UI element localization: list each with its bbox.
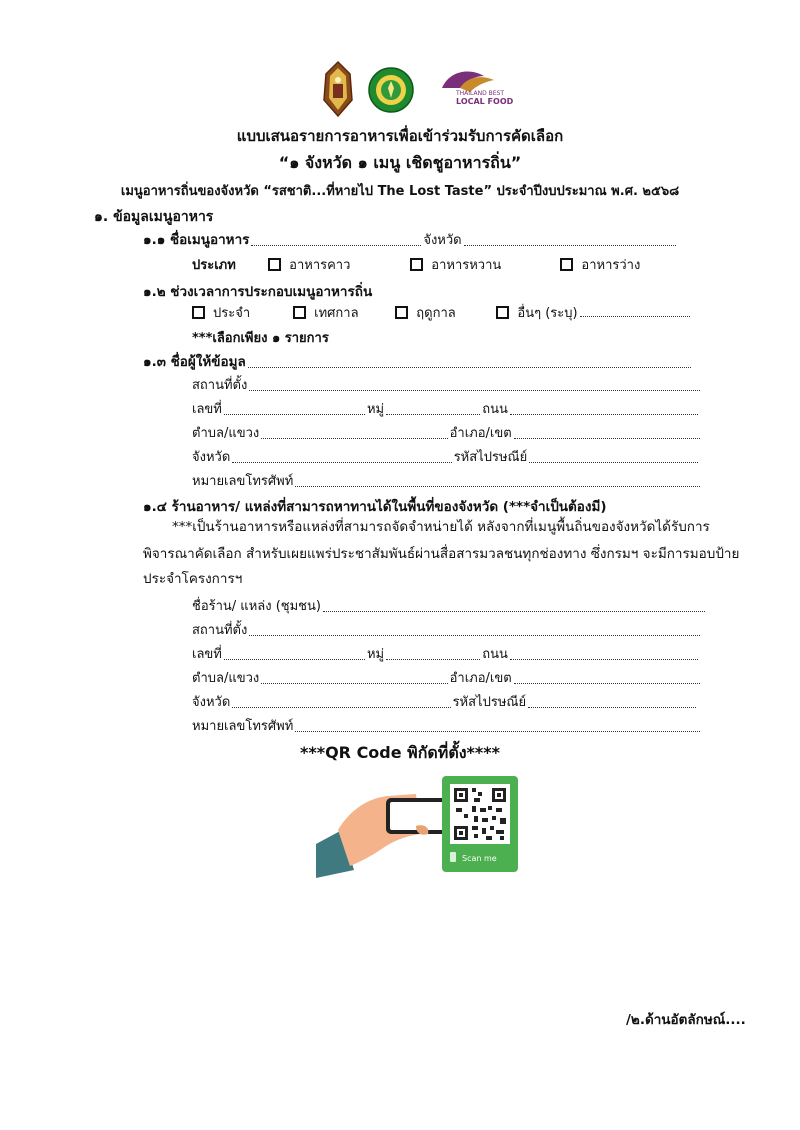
logo-thailand-best-local-food [436,66,514,108]
shop-address-row [192,619,702,640]
timing-option-festival-label: เทศกาล [314,306,359,321]
shop-name-field[interactable] [323,610,705,612]
shop-moo-field[interactable] [386,658,480,660]
informant-moo-field[interactable] [386,413,480,415]
type-option-savory[interactable] [268,254,406,275]
timing-option-regular-label: ประจำ [213,306,251,321]
informant-province-field[interactable] [232,461,451,463]
informant-postcode-label: รหัสไปรษณีย์ [453,450,528,465]
logo-department [368,66,414,114]
qr-illustration [316,774,520,878]
menu-province-field[interactable] [464,244,676,246]
qr-heading: ***QR Code พิกัดที่ตั้ง**** [299,743,501,762]
informant-field[interactable] [248,366,691,368]
shop-name-label: ชื่อร้าน/ แหล่ง (ชุมชน) [192,599,321,614]
shop-postcode-label: รหัสไปรษณีย์ [452,695,527,710]
timing-option-season[interactable] [395,302,492,323]
menu-province-label: จังหวัด [423,233,462,248]
timing-other-field[interactable] [580,306,690,317]
type-option-snack[interactable] [560,258,640,273]
informant-postcode-field[interactable] [529,461,698,463]
type-option-sweet-label: อาหารหวาน [431,258,502,273]
title-line3: เมนูอาหารถิ่นของจังหวัด “รสชาติ...ที่หายไป The Lost Taste” ประจำปีงบประมาณ พ.ศ. ๒๕๖๘ [120,184,680,199]
informant-district-field[interactable] [514,437,700,439]
shop-subdistrict-field[interactable] [261,682,447,684]
checkbox-icon [560,258,573,271]
shop-phone-field[interactable] [295,730,700,732]
type-option-sweet[interactable] [410,254,556,275]
informant-phone-field[interactable] [295,485,700,487]
shop-address-field[interactable] [249,634,700,636]
shop-note-line3: ประจำโครงการฯ [143,571,243,587]
informant-district-label: อำเภอ/เขต [449,426,512,441]
shop-subdistrict-label: ตำบล/แขวง [192,671,260,686]
informant-province-row [192,446,700,467]
timing-option-festival[interactable] [293,302,391,323]
informant-row [143,350,693,372]
informant-number-row [192,398,700,419]
shop-section-label: ๑.๔ ร้านอาหาร/ แหล่งที่สามารถหาทานได้ในพื้นที่ของจังหวัด (***จำเป็นต้องมี) [143,499,607,515]
timing-option-other-label: อื่นๆ (ระบุ) [517,306,578,321]
department-seal-icon [368,66,414,114]
informant-province-label: จังหวัด [192,450,231,465]
qr-scan-label: Scan me [462,854,497,863]
timing-option-regular[interactable] [192,302,289,323]
title-line2: “๑ จังหวัด ๑ เมนู เชิดชูอาหารถิ่น” [278,153,522,172]
informant-label: ๑.๓ ชื่อผู้ให้ข้อมูล [143,354,246,370]
shop-phone-row [192,715,702,736]
informant-subdistrict-label: ตำบล/แขวง [192,426,260,441]
informant-address-row [192,374,702,395]
checkbox-icon [268,258,281,271]
timing-option-season-label: ฤดูกาล [416,306,456,321]
informant-address-field[interactable] [249,389,700,391]
type-option-savory-label: อาหารคาว [289,258,351,273]
menu-name-row [143,228,678,250]
informant-road-field[interactable] [510,413,698,415]
checkbox-icon [496,306,509,319]
shop-no-label: เลขที่ [192,647,222,662]
menu-name-field[interactable] [251,244,421,246]
timing-option-other[interactable] [496,306,577,321]
informant-subdistrict-field[interactable] [261,437,447,439]
shop-number-row [192,643,700,664]
timing-row [192,302,578,323]
timing-label: ๑.๒ ช่วงเวลาการประกอบเมนูอาหารถิ่น [143,284,373,300]
type-row [192,254,640,275]
checkbox-icon [395,306,408,319]
informant-phone-label: หมายเลขโทรศัพท์ [192,474,294,489]
section1-heading: ๑. ข้อมูลเมนูอาหาร [94,209,214,225]
shop-note-line2: พิจารณาคัดเลือก สำหรับเผยแพร่ประชาสัมพันธ์ผ่านสื่อสารมวลชนทุกช่องทาง ซึ่งกรมฯ จะมีการมอบป้าย [143,546,740,562]
shop-province-label: จังหวัด [192,695,231,710]
shop-postcode-field[interactable] [528,706,696,708]
informant-phone-row [192,470,702,491]
shop-province-field[interactable] [232,706,450,708]
shop-no-field[interactable] [224,658,365,660]
informant-road-label: ถนน [482,402,508,417]
shop-province-row [192,691,698,712]
logo-text-2: LOCAL FOOD [456,97,514,106]
shop-note-line1: ***เป็นร้านอาหารหรือแหล่งที่สามารถจัดจำหน่ายได้ หลังจากที่เมนูพื้นถิ่นของจังหวัดได้รับการ [172,519,710,535]
menu-name-label: ๑.๑ ชื่อเมนูอาหาร [143,232,250,248]
shop-moo-label: หมู่ [366,647,385,662]
informant-no-field[interactable] [224,413,365,415]
shop-district-label: อำเภอ/เขต [449,671,512,686]
informant-subdistrict-row [192,422,702,443]
shop-phone-label: หมายเลขโทรศัพท์ [192,719,294,734]
next-page-note: /๒.ด้านอัตลักษณ์.... [626,1012,746,1028]
shop-road-field[interactable] [510,658,698,660]
title-line1: แบบเสนอรายการอาหารเพื่อเข้าร่วมรับการคัดเลือก [236,127,564,145]
logo-text-1: THAILAND BEST [456,90,505,97]
type-label: ประเภท [192,258,236,273]
type-option-snack-label: อาหารว่าง [581,258,641,273]
informant-address-label: สถานที่ตั้ง [192,378,248,393]
shop-subdistrict-row [192,667,702,688]
checkbox-icon [293,306,306,319]
ministry-emblem-icon [320,60,356,118]
informant-moo-label: หมู่ [366,402,385,417]
checkbox-icon [410,258,423,271]
shop-name-row [192,595,707,616]
shop-address-label: สถานที่ตั้ง [192,623,248,638]
timing-note: ***เลือกเพียง ๑ รายการ [192,331,329,346]
logo-ministry [320,60,356,118]
shop-road-label: ถนน [482,647,508,662]
checkbox-icon [192,306,205,319]
shop-district-field[interactable] [514,682,700,684]
informant-no-label: เลขที่ [192,402,222,417]
